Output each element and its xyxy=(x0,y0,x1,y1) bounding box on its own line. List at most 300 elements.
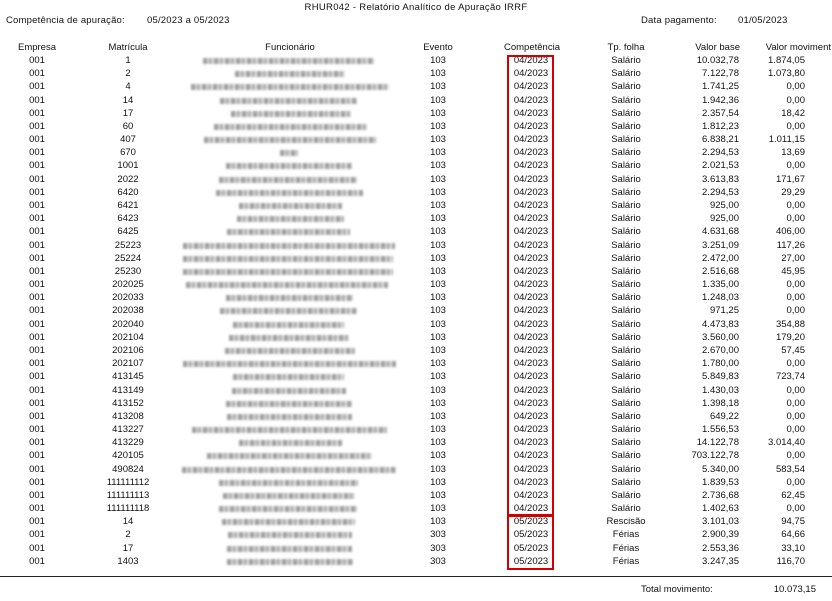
cell-matricula: 111111112 xyxy=(106,476,150,488)
cell-valor-movimento: 33,10 xyxy=(781,542,805,554)
cell-competencia: 04/2023 xyxy=(513,397,549,409)
cell-evento: 103 xyxy=(430,173,446,185)
cell-matricula: 202107 xyxy=(112,358,144,370)
cell-empresa: 001 xyxy=(29,252,45,264)
cell-valor-base: 1.398,18 xyxy=(702,397,739,409)
cell-valor-movimento: 0,00 xyxy=(786,397,805,409)
cell-valor-base: 2.553,36 xyxy=(702,542,739,554)
cell-competencia: 04/2023 xyxy=(513,68,549,80)
cell-valor-movimento: 29,29 xyxy=(781,186,805,198)
cell-empresa: 001 xyxy=(29,107,45,119)
cell-tp-folha: Salário xyxy=(611,424,641,436)
cell-matricula: 413227 xyxy=(112,424,144,436)
redacted-employee-name xyxy=(231,111,351,117)
cell-evento: 103 xyxy=(430,120,446,132)
cell-matricula: 670 xyxy=(120,147,136,159)
table-row xyxy=(0,240,832,252)
cell-tp-folha: Salário xyxy=(611,120,641,132)
cell-tp-folha: Salário xyxy=(611,384,641,396)
cell-valor-base: 1.942,36 xyxy=(702,94,739,106)
cell-evento: 103 xyxy=(430,424,446,436)
cell-valor-movimento: 0,00 xyxy=(786,81,805,93)
cell-empresa: 001 xyxy=(29,516,45,528)
cell-valor-movimento: 1.073,80 xyxy=(768,68,805,80)
redacted-employee-name xyxy=(233,322,344,328)
cell-tp-folha: Salário xyxy=(611,160,641,172)
redacted-employee-name xyxy=(183,269,393,275)
cell-tp-folha: Férias xyxy=(612,555,640,567)
cell-evento: 103 xyxy=(430,81,446,93)
redacted-employee-name xyxy=(219,177,357,183)
cell-empresa: 001 xyxy=(29,279,45,291)
cell-valor-base: 6.838,21 xyxy=(702,134,739,146)
cell-valor-movimento: 1.011,15 xyxy=(768,134,805,146)
cell-matricula: 413145 xyxy=(112,371,144,383)
redacted-employee-name xyxy=(191,84,389,90)
cell-competencia: 04/2023 xyxy=(513,279,549,291)
cell-competencia: 04/2023 xyxy=(513,489,549,501)
cell-tp-folha: Salário xyxy=(611,226,641,238)
cell-matricula: 111111113 xyxy=(106,489,150,501)
cell-evento: 103 xyxy=(430,410,446,422)
cell-tp-folha: Salário xyxy=(611,305,641,317)
table-row xyxy=(0,411,832,423)
cell-evento: 103 xyxy=(430,384,446,396)
redacted-employee-name xyxy=(223,493,355,499)
header-tp-folha: Tp. folha xyxy=(607,42,645,53)
cell-valor-base: 7.122,78 xyxy=(702,68,739,80)
cell-tp-folha: Salário xyxy=(611,463,641,475)
cell-matricula: 25230 xyxy=(114,265,142,277)
cell-empresa: 001 xyxy=(29,384,45,396)
cell-competencia: 05/2023 xyxy=(513,529,549,541)
cell-tp-folha: Salário xyxy=(611,81,641,93)
cell-valor-movimento: 116,70 xyxy=(776,555,805,567)
cell-valor-base: 3.251,09 xyxy=(702,239,739,251)
cell-valor-movimento: 354,88 xyxy=(775,318,805,330)
cell-matricula: 14 xyxy=(122,516,134,528)
cell-evento: 103 xyxy=(430,516,446,528)
redacted-employee-name xyxy=(280,150,298,156)
cell-empresa: 001 xyxy=(29,410,45,422)
cell-empresa: 001 xyxy=(29,81,45,93)
header-valor-base: Valor base xyxy=(695,42,740,53)
report-title: RHUR042 - Relatório Analítico de Apuração IRRF xyxy=(304,2,528,13)
cell-empresa: 001 xyxy=(29,292,45,304)
cell-valor-movimento: 0,00 xyxy=(786,199,805,211)
cell-matricula: 6421 xyxy=(117,199,139,211)
cell-tp-folha: Salário xyxy=(611,331,641,343)
cell-tp-folha: Salário xyxy=(611,279,641,291)
header-empresa: Empresa xyxy=(17,42,56,53)
cell-empresa: 001 xyxy=(29,120,45,132)
cell-empresa: 001 xyxy=(29,226,45,238)
cell-tp-folha: Férias xyxy=(612,529,640,541)
cell-empresa: 001 xyxy=(29,331,45,343)
cell-empresa: 001 xyxy=(29,318,45,330)
cell-competencia: 04/2023 xyxy=(513,410,549,422)
table-row xyxy=(0,477,832,489)
cell-empresa: 001 xyxy=(29,437,45,449)
cell-valor-base: 1.780,00 xyxy=(702,358,739,370)
redacted-employee-name xyxy=(207,453,372,459)
cell-tp-folha: Salário xyxy=(611,358,641,370)
competencia-value: 05/2023 a 05/2023 xyxy=(147,15,230,26)
cell-valor-base: 1.402,63 xyxy=(702,503,739,515)
cell-matricula: 6423 xyxy=(117,213,139,225)
cell-matricula: 202104 xyxy=(112,331,144,343)
cell-empresa: 001 xyxy=(29,160,45,172)
cell-matricula: 25223 xyxy=(114,239,142,251)
cell-competencia: 04/2023 xyxy=(513,450,549,462)
cell-valor-base: 3.613,83 xyxy=(702,173,739,185)
table-row xyxy=(0,556,832,568)
cell-tp-folha: Rescisão xyxy=(606,516,646,528)
cell-evento: 303 xyxy=(430,542,446,554)
redacted-employee-name xyxy=(220,308,357,314)
cell-valor-base: 14.122,78 xyxy=(696,437,739,449)
table-row xyxy=(0,160,832,172)
cell-evento: 103 xyxy=(430,147,446,159)
table-row xyxy=(0,266,832,278)
cell-valor-base: 1.248,03 xyxy=(702,292,739,304)
table-row xyxy=(0,226,832,238)
redacted-employee-name xyxy=(183,361,396,367)
cell-tp-folha: Salário xyxy=(611,94,641,106)
highlight-box-competencia-04-2023 xyxy=(507,55,554,516)
cell-tp-folha: Salário xyxy=(611,450,641,462)
cell-competencia: 04/2023 xyxy=(513,173,549,185)
redacted-employee-name xyxy=(229,335,349,341)
total-movimento-value: 10.073,15 xyxy=(773,584,816,595)
header-evento: Evento xyxy=(423,42,453,53)
cell-competencia: 04/2023 xyxy=(513,107,549,119)
cell-competencia: 05/2023 xyxy=(513,542,549,554)
table-row xyxy=(0,81,832,93)
cell-empresa: 001 xyxy=(29,199,45,211)
cell-empresa: 001 xyxy=(29,213,45,225)
redacted-employee-name xyxy=(232,388,346,394)
redacted-employee-name xyxy=(239,440,342,446)
cell-tp-folha: Salário xyxy=(611,265,641,277)
cell-empresa: 001 xyxy=(29,358,45,370)
redacted-employee-name xyxy=(227,229,350,235)
redacted-employee-name xyxy=(228,532,352,538)
cell-evento: 103 xyxy=(430,437,446,449)
cell-valor-base: 2.021,53 xyxy=(702,160,739,172)
cell-valor-movimento: 0,00 xyxy=(786,305,805,317)
table-row xyxy=(0,358,832,370)
redacted-employee-name xyxy=(239,203,342,209)
cell-valor-movimento: 0,00 xyxy=(786,358,805,370)
cell-evento: 103 xyxy=(430,305,446,317)
cell-valor-movimento: 62,45 xyxy=(781,489,805,501)
cell-valor-movimento: 0,00 xyxy=(786,94,805,106)
cell-tp-folha: Salário xyxy=(611,292,641,304)
redacted-employee-name xyxy=(226,295,353,301)
cell-evento: 103 xyxy=(430,371,446,383)
cell-competencia: 04/2023 xyxy=(513,318,549,330)
cell-valor-base: 2.294,53 xyxy=(702,147,739,159)
cell-tp-folha: Salário xyxy=(611,344,641,356)
table-row xyxy=(0,279,832,291)
cell-competencia: 04/2023 xyxy=(513,94,549,106)
cell-valor-movimento: 0,00 xyxy=(786,410,805,422)
cell-valor-base: 649,22 xyxy=(709,410,739,422)
cell-competencia: 04/2023 xyxy=(513,213,549,225)
table-row xyxy=(0,437,832,449)
cell-matricula: 202038 xyxy=(112,305,144,317)
table-row xyxy=(0,398,832,410)
cell-evento: 103 xyxy=(430,160,446,172)
cell-matricula: 6425 xyxy=(117,226,139,238)
table-row xyxy=(0,55,832,67)
cell-valor-base: 3.247,35 xyxy=(702,555,739,567)
redacted-employee-name xyxy=(222,519,355,525)
cell-empresa: 001 xyxy=(29,344,45,356)
cell-evento: 103 xyxy=(430,450,446,462)
cell-competencia: 04/2023 xyxy=(513,358,549,370)
cell-valor-movimento: 0,00 xyxy=(786,292,805,304)
cell-empresa: 001 xyxy=(29,529,45,541)
cell-empresa: 001 xyxy=(29,542,45,554)
table-row xyxy=(0,543,832,555)
cell-tp-folha: Salário xyxy=(611,147,641,159)
cell-valor-base: 925,00 xyxy=(709,199,739,211)
table-row xyxy=(0,174,832,186)
cell-valor-base: 4.473,83 xyxy=(702,318,739,330)
cell-empresa: 001 xyxy=(29,94,45,106)
cell-evento: 103 xyxy=(430,213,446,225)
redacted-employee-name xyxy=(186,282,388,288)
cell-evento: 103 xyxy=(430,199,446,211)
cell-empresa: 001 xyxy=(29,463,45,475)
cell-tp-folha: Salário xyxy=(611,318,641,330)
data-pagamento-value: 01/05/2023 xyxy=(738,15,788,26)
redacted-employee-name xyxy=(203,58,374,64)
cell-empresa: 001 xyxy=(29,147,45,159)
cell-empresa: 001 xyxy=(29,397,45,409)
cell-valor-movimento: 583,54 xyxy=(775,463,805,475)
cell-evento: 103 xyxy=(430,107,446,119)
cell-empresa: 001 xyxy=(29,489,45,501)
cell-tp-folha: Salário xyxy=(611,503,641,515)
cell-evento: 303 xyxy=(430,529,446,541)
table-row xyxy=(0,529,832,541)
header-valor-movimento: Valor moviment xyxy=(765,42,831,53)
cell-evento: 103 xyxy=(430,489,446,501)
cell-matricula: 17 xyxy=(122,542,134,554)
cell-valor-movimento: 0,00 xyxy=(786,424,805,436)
table-row xyxy=(0,200,832,212)
redacted-employee-name xyxy=(227,546,352,552)
redacted-employee-name xyxy=(227,414,352,420)
table-row xyxy=(0,292,832,304)
table-row xyxy=(0,134,832,146)
cell-empresa: 001 xyxy=(29,68,45,80)
cell-competencia: 04/2023 xyxy=(513,305,549,317)
cell-valor-movimento: 0,00 xyxy=(786,503,805,515)
cell-tp-folha: Salário xyxy=(611,397,641,409)
redacted-employee-name xyxy=(235,71,345,77)
table-row xyxy=(0,464,832,476)
redacted-employee-name xyxy=(214,124,367,130)
cell-evento: 103 xyxy=(430,55,446,66)
table-row xyxy=(0,345,832,357)
header-funcionario: Funcionário xyxy=(265,42,315,53)
cell-empresa: 001 xyxy=(29,55,45,66)
redacted-employee-name xyxy=(183,256,393,262)
table-row xyxy=(0,424,832,436)
cell-valor-base: 1.335,00 xyxy=(702,279,739,291)
cell-tp-folha: Salário xyxy=(611,371,641,383)
cell-matricula: 60 xyxy=(122,120,134,132)
cell-valor-base: 2.516,68 xyxy=(702,265,739,277)
table-row xyxy=(0,516,832,528)
redacted-employee-name xyxy=(226,163,352,169)
cell-evento: 103 xyxy=(430,239,446,251)
cell-valor-movimento: 13,69 xyxy=(781,147,805,159)
cell-matricula: 420105 xyxy=(112,450,144,462)
footer-divider xyxy=(0,576,832,577)
cell-matricula: 202025 xyxy=(112,279,144,291)
cell-tp-folha: Salário xyxy=(611,410,641,422)
cell-competencia: 05/2023 xyxy=(513,555,549,567)
cell-valor-movimento: 18,42 xyxy=(781,107,805,119)
cell-empresa: 001 xyxy=(29,450,45,462)
cell-matricula: 2022 xyxy=(117,173,139,185)
cell-tp-folha: Salário xyxy=(611,213,641,225)
cell-tp-folha: Salário xyxy=(611,252,641,264)
cell-valor-movimento: 64,66 xyxy=(781,529,805,541)
cell-tp-folha: Salário xyxy=(611,55,641,66)
cell-valor-movimento: 0,00 xyxy=(786,120,805,132)
cell-matricula: 1 xyxy=(125,55,131,66)
redacted-employee-name xyxy=(220,98,357,104)
table-row xyxy=(0,490,832,502)
cell-matricula: 413149 xyxy=(112,384,144,396)
cell-matricula: 202040 xyxy=(112,318,144,330)
cell-valor-movimento: 0,00 xyxy=(786,384,805,396)
cell-valor-movimento: 3.014,40 xyxy=(768,437,805,449)
redacted-employee-name xyxy=(216,190,363,196)
cell-valor-base: 3.101,03 xyxy=(702,516,739,528)
cell-matricula: 490824 xyxy=(112,463,144,475)
cell-valor-base: 1.812,23 xyxy=(702,120,739,132)
cell-valor-movimento: 45,95 xyxy=(781,265,805,277)
cell-evento: 103 xyxy=(430,292,446,304)
cell-valor-movimento: 117,26 xyxy=(776,239,805,251)
cell-tp-folha: Salário xyxy=(611,134,641,146)
cell-evento: 103 xyxy=(430,279,446,291)
cell-evento: 103 xyxy=(430,68,446,80)
cell-competencia: 04/2023 xyxy=(513,463,549,475)
cell-evento: 103 xyxy=(430,503,446,515)
cell-tp-folha: Salário xyxy=(611,239,641,251)
cell-evento: 103 xyxy=(430,331,446,343)
cell-evento: 103 xyxy=(430,252,446,264)
cell-empresa: 001 xyxy=(29,134,45,146)
cell-valor-base: 1.839,53 xyxy=(702,476,739,488)
redacted-employee-name xyxy=(233,374,344,380)
cell-valor-base: 2.472,00 xyxy=(702,252,739,264)
cell-matricula: 2 xyxy=(125,529,131,541)
cell-matricula: 413152 xyxy=(112,397,144,409)
table-row xyxy=(0,187,832,199)
table-row xyxy=(0,253,832,265)
cell-competencia: 04/2023 xyxy=(513,239,549,251)
redacted-employee-name xyxy=(237,216,344,222)
table-row xyxy=(0,108,832,120)
cell-valor-base: 2.736,68 xyxy=(702,489,739,501)
cell-valor-movimento: 0,00 xyxy=(786,213,805,225)
cell-competencia: 04/2023 xyxy=(513,503,549,515)
redacted-employee-name xyxy=(226,401,352,407)
cell-evento: 103 xyxy=(430,265,446,277)
redacted-employee-name xyxy=(225,348,355,354)
highlight-box-competencia-05-2023 xyxy=(507,515,554,570)
cell-valor-movimento: 57,45 xyxy=(781,344,805,356)
redacted-employee-name xyxy=(227,559,353,565)
table-row xyxy=(0,213,832,225)
redacted-employee-name xyxy=(183,243,395,249)
cell-valor-base: 2.900,39 xyxy=(702,529,739,541)
cell-evento: 103 xyxy=(430,94,446,106)
cell-valor-base: 1.430,03 xyxy=(702,384,739,396)
cell-evento: 103 xyxy=(430,226,446,238)
cell-evento: 103 xyxy=(430,318,446,330)
table-row xyxy=(0,450,832,462)
cell-valor-base: 925,00 xyxy=(709,213,739,225)
cell-competencia: 04/2023 xyxy=(513,199,549,211)
total-movimento-label: Total movimento: xyxy=(641,584,713,595)
cell-matricula: 202106 xyxy=(112,344,144,356)
cell-evento: 103 xyxy=(430,358,446,370)
cell-evento: 303 xyxy=(430,555,446,567)
cell-tp-folha: Salário xyxy=(611,107,641,119)
cell-empresa: 001 xyxy=(29,305,45,317)
cell-valor-movimento: 1.874,05 xyxy=(768,55,805,66)
cell-competencia: 05/2023 xyxy=(513,516,549,528)
cell-competencia: 04/2023 xyxy=(513,265,549,277)
cell-competencia: 04/2023 xyxy=(513,437,549,449)
cell-valor-movimento: 0,00 xyxy=(786,160,805,172)
cell-tp-folha: Salário xyxy=(611,476,641,488)
table-row xyxy=(0,305,832,317)
redacted-employee-name xyxy=(204,137,376,143)
cell-empresa: 001 xyxy=(29,476,45,488)
cell-valor-movimento: 179,20 xyxy=(775,331,805,343)
cell-evento: 103 xyxy=(430,134,446,146)
table-row xyxy=(0,95,832,107)
cell-tp-folha: Salário xyxy=(611,68,641,80)
cell-matricula: 111111118 xyxy=(106,503,150,515)
cell-competencia: 04/2023 xyxy=(513,252,549,264)
cell-valor-movimento: 0,00 xyxy=(786,450,805,462)
cell-valor-movimento: 0,00 xyxy=(786,279,805,291)
table-row xyxy=(0,332,832,344)
cell-competencia: 04/2023 xyxy=(513,384,549,396)
cell-evento: 103 xyxy=(430,344,446,356)
cell-valor-base: 1.741,25 xyxy=(702,81,739,93)
cell-evento: 103 xyxy=(430,463,446,475)
cell-valor-base: 971,25 xyxy=(709,305,739,317)
table-row xyxy=(0,319,832,331)
cell-empresa: 001 xyxy=(29,186,45,198)
table-row xyxy=(0,371,832,383)
cell-matricula: 6420 xyxy=(117,186,139,198)
cell-competencia: 04/2023 xyxy=(513,331,549,343)
